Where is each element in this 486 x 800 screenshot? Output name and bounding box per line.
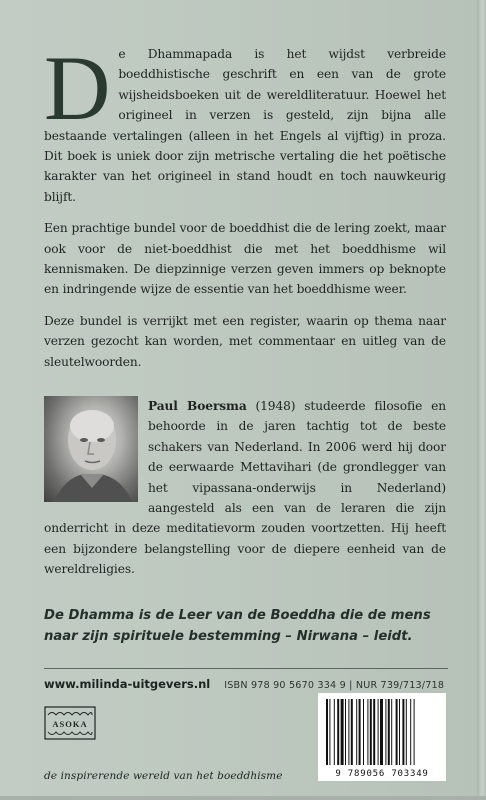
- publisher-info-bar: [44, 668, 448, 691]
- asoka-logo: [44, 706, 96, 740]
- publisher-website-link[interactable]: www.milinda-uitgevers.nl: [44, 677, 211, 691]
- tagline-quote: De Dhamma is de Leer van de Boeddha die de mens naar zijn spirituele bestemming – Nirwana – leidt.: [44, 608, 431, 644]
- logo-text: ASOKA: [52, 719, 88, 729]
- isbn-nur-codes: ISBN 978 90 5670 334 9 | NUR 739/713/718: [224, 680, 445, 691]
- barcode-bars-icon: [326, 699, 438, 765]
- spine-edge: [477, 0, 486, 800]
- author-name: Paul Boersma: [148, 399, 247, 413]
- author-portrait-image: [44, 396, 138, 502]
- blurb-paragraph-2: Een prachtige bundel voor de boeddhist die de lering zoekt, maar ook voor de niet-boeddhist die met het boeddhisme wil kennismaken. De diepzinnige verzen geven immers op beknopte en indringende wijze de essentie van het boeddhisme weer.: [44, 221, 446, 297]
- series-tagline: de inspirerende wereld van het boeddhisme: [44, 770, 283, 782]
- bottom-edge: [0, 796, 486, 800]
- blurb-paragraph-1-text: e Dhammapada is het wijdst verbreide boeddhistische geschrift en een van de grote wijsheidsboeken uit de wereldliteratuur. Hoewel het origineel in verzen is gesteld, zijn bijna alle bestaande vertalingen (alleen in het Engels al vijftig) in proza. Dit boek is uniek door zijn metrische vertaling die het poëtische karakter van het origineel in stand houdt en toch nauwkeurig blijft.: [44, 47, 446, 204]
- author-section: [44, 396, 446, 580]
- blurb-text: [44, 37, 446, 383]
- author-bio-text: (1948) studeerde filosofie en behoorde in de jaren tachtig tot de beste schakers van Nederland. In 2006 werd hij door de eerwaarde Mettavihari (de grondlegger van het vipassana-onderwijs in Nederland) aangesteld als een van de leraren die zijn onderricht in deze meditatievorm zouden voortzetten. Hij heeft een bijzondere belangstelling voor de diepere eenheid van de wereldreligies.: [44, 399, 446, 577]
- blurb-paragraph-1: [44, 37, 446, 207]
- blurb-paragraph-3: Deze bundel is verrijkt met een register, waarin op thema naar verzen gezocht kan worden, met commentaar en uitleg van de sleutelwoorden.: [44, 313, 446, 369]
- barcode-digits: 9 789056 703349: [335, 769, 429, 779]
- dropcap: D: [44, 37, 111, 139]
- author-photo: [44, 396, 138, 502]
- isbn-barcode: [318, 693, 446, 781]
